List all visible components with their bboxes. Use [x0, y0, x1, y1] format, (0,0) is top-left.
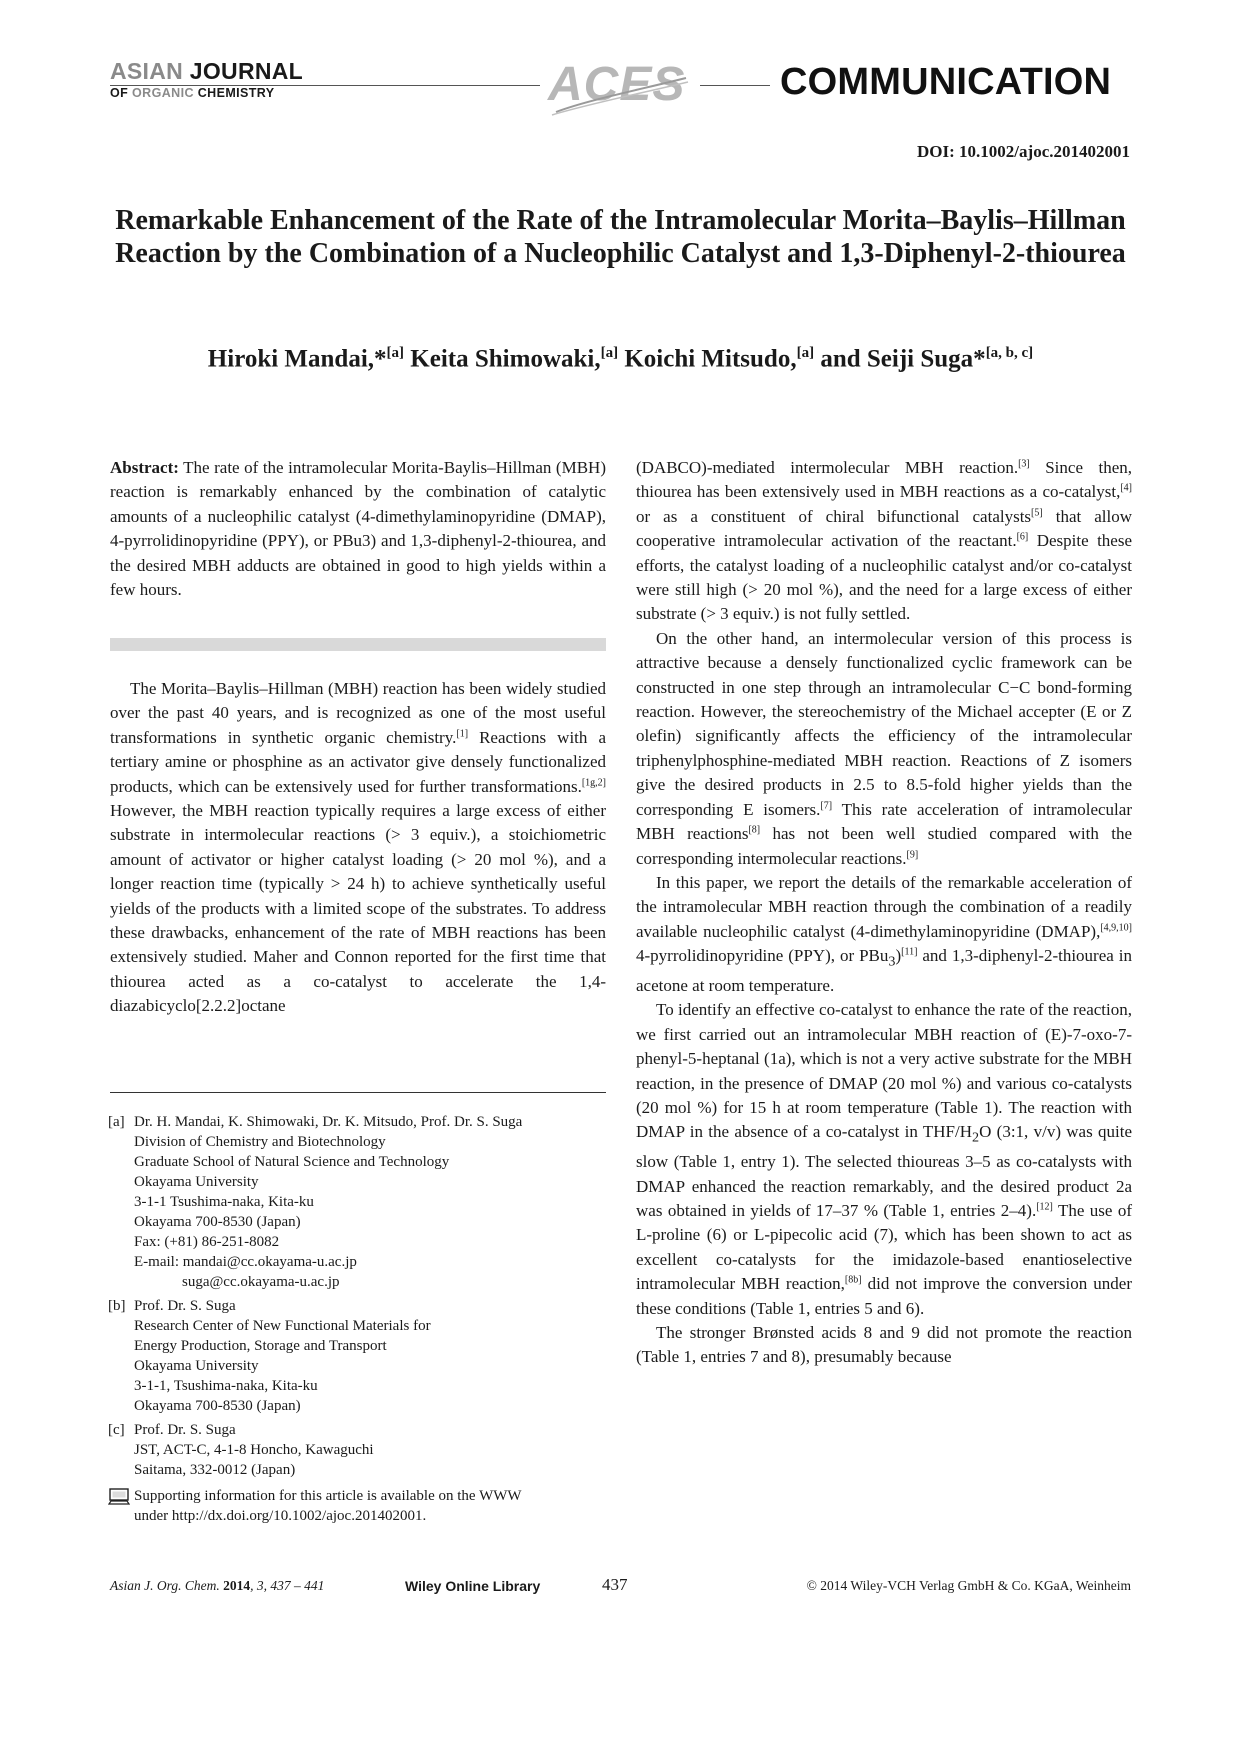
footnote-line: Okayama University — [134, 1174, 259, 1190]
paragraph: On the other hand, an intermolecular version of this process is attractive because a densely functionalized cyclic framework can be constructed in one step through an intramolecular C−C bond-forming reaction. However, the stereochemistry of the Michael accepter (E or Z olefin) significantly affects the efficiency of the intramolecular triphenylphosphine-mediated MBH reaction. Reactions of Z isomers give the desired products in 2.5 to 8.5-fold higher yields than the corresponding E isomers.[7] This rate acceleration of intramolecular MBH reactions[8] has not been well studied compared with the corresponding intermolecular reactions.[9] — [636, 628, 1132, 868]
footnote-c: [c] Prof. Dr. S. Suga JST, ACT-C, 4-1-8 Honcho, Kawaguchi Saitama, 332-0012 (Japan) — [108, 1422, 374, 1478]
citation[interactable]: [1g,2] — [581, 776, 606, 788]
abstract — [110, 456, 606, 602]
citation[interactable]: [5] — [1031, 507, 1043, 519]
footnote-b: [b] Prof. Dr. S. Suga Research Center of New Functional Materials for Energy Production, Storage and Transport Okayama University 3-1-1, Tsushima-naka, Kita-ku Okayama 700-8530 (Japan) — [108, 1298, 431, 1414]
footnote-line: Fax: (+81) 86-251-8082 — [134, 1234, 280, 1250]
footnote-line: 3-1-1, Tsushima-naka, Kita-ku — [134, 1378, 318, 1394]
header-rule — [110, 85, 540, 86]
wiley-online-library[interactable]: Wiley Online Library — [405, 1578, 541, 1594]
footnote-line: Okayama 700-8530 (Japan) — [134, 1398, 301, 1414]
footnote-line: Research Center of New Functional Materials for — [134, 1318, 431, 1334]
abstract-label: Abstract: — [110, 458, 179, 477]
author-list: Hiroki Mandai,*[a] Keita Shimowaki,[a] Koichi Mitsudo,[a] and Seiji Suga*[a, b, c] — [207, 345, 1034, 373]
article-title: Remarkable Enhancement of the Rate of the Intramolecular Morita–Baylis–Hillman Reaction by the Combination of a Nucleophilic Catalyst and 1,3-Diphenyl-2-thiourea — [115, 205, 1126, 269]
author-name: Koichi Mitsudo, — [624, 345, 797, 373]
citation[interactable]: [4] — [1120, 482, 1132, 494]
aces-swoosh-icon — [548, 60, 698, 120]
footnote-line: Prof. Dr. S. Suga — [134, 1422, 236, 1438]
paragraph: The Morita–Baylis–Hillman (MBH) reaction has been widely studied over the past 40 years, and is recognized as one of the most useful transformations in synthetic organic chemistry.[1] Reactions with a tertiary amine or phosphine as an activator give densely functionalized products, which can be extensively used for further transformations.[1g,2] However, the MBH reaction typically requires a large excess of either substrate in intermolecular reactions (> 3 equiv.), a stoichiometric amount of activator or higher catalyst loading (> 20 mol %), and a longer reaction time (typically > 24 h) to achieve synthetically useful yields of the products with a limited scope of the substrates. To address these drawbacks, enhancement of the rate of MBH reactions has been extensively studied. Maher and Connon reported for the first time that thiourea acted as a co-catalyst to accelerate the 1,4-diazabicyclo[2.2.2]octane — [110, 679, 606, 1016]
footnote-line[interactable]: E-mail: mandai@cc.okayama-u.ac.jp — [134, 1254, 357, 1270]
citation[interactable]: [11] — [901, 946, 918, 958]
doi[interactable]: DOI: 10.1002/ajoc.201402001 — [917, 142, 1130, 161]
paragraph: To identify an effective co-catalyst to enhance the rate of the reaction, we first carried out an intramolecular MBH reaction of (E)-7-oxo-7-phenyl-5-heptanal (1a), which is not a very active substrate for the MBH reaction, in the presence of DMAP (20 mol %) and various co-catalysts (20 mol %) for 15 h at room temperature (Table 1). The reaction with DMAP in the absence of a co-catalyst in THF/$H_2O$ (3:1, v/v) was quite slow (Table 1, entry 1). The selected thioureas 3–5 as co-catalysts with DMAP enhanced the reaction remarkably, and the desired product 2a was obtained in yields of 17–37 % (Table 1, entries 2–4).[12] The use of L-proline (6) or L-pipecolic acid (7), which has been shown to act as excellent co-catalysts for the imidazole-based enantioselective intramolecular MBH reaction,[8b] did not improve the conversion under these conditions (Table 1, entries 5 and 6). — [636, 1000, 1132, 1318]
author-name: Seiji Suga* — [866, 345, 986, 373]
citation[interactable]: [8] — [748, 824, 761, 836]
author-affiliation: [a] — [386, 345, 405, 361]
footnote-a: [a] Dr. H. Mandai, K. Shimowaki, Dr. K. Mitsudo, Prof. Dr. S. Suga Division of Chemistry and Biotechnology Graduate School of Natural Science and Technology Okayama University 3-1-1 Tsushima-naka, Kita-ku Okayama 700-8530 (Japan) Fax: (+81) 86-251-8082 E-mail: mandai@cc.okayama-u.ac.jp suga@cc.okayama-u.ac.jp — [108, 1114, 523, 1290]
journal-subtitle: OF ORGANIC CHEMISTRY — [110, 86, 275, 100]
footnote-line: Graduate School of Natural Science and Technology — [134, 1154, 450, 1170]
section-label: COMMUNICATION — [780, 61, 1112, 103]
supporting-info-text: Supporting information for this article is available on the WWW — [134, 1488, 522, 1504]
paragraph: The stronger Brønsted acids 8 and 9 did not promote the reaction (Table 1, entries 7 and 8), presumably because — [636, 1323, 1132, 1367]
journal-logo — [110, 58, 303, 100]
header-rule — [700, 85, 770, 86]
citation[interactable]: [7] — [820, 800, 833, 812]
author-name: Keita Shimowaki, — [410, 345, 601, 373]
footnote-line: Saitama, 332-0012 (Japan) — [134, 1462, 296, 1478]
abstract-text: The rate of the intramolecular Morita-Baylis–Hillman (MBH) reaction is remarkably enhanced by the combination of catalytic amounts of a nucleophilic catalyst (4-dimethylaminopyridine (DMAP), 4-pyrrolidinopyridine (PPY), or PBu3) and 1,3-diphenyl-2-thiourea, and the desired MBH adducts are obtained in good to high yields within a few hours. — [110, 458, 606, 600]
abstract-divider — [110, 638, 606, 651]
author-name: Hiroki Mandai,* — [207, 345, 387, 373]
body-right-column — [636, 456, 1132, 1370]
author-affiliation: [a] — [600, 345, 619, 361]
footnote-line: 3-1-1 Tsushima-naka, Kita-ku — [134, 1194, 314, 1210]
footnote-line: Prof. Dr. S. Suga — [134, 1298, 236, 1314]
paragraph: (DABCO)-mediated intermolecular MBH reaction.[3] Since then, thiourea has been extensively used in MBH reactions as a co-catalyst,[4] or as a constituent of chiral bifunctional catalysts[5] that allow cooperative intramolecular activation of the reactant.[6] Despite these efforts, the catalyst loading of a nucleophilic catalyst and/or co-catalyst were still high (> 20 mol %), and the need for a large excess of either substrate (> 3 equiv.) is not fully settled. — [636, 458, 1132, 624]
citation[interactable]: [8b] — [844, 1274, 862, 1286]
footnote-lines — [134, 1112, 522, 1292]
journal-name: ASIAN JOURNAL — [110, 58, 304, 84]
citation[interactable]: [3] — [1018, 458, 1030, 470]
footnotes — [108, 1112, 608, 1526]
body-left-column — [110, 677, 606, 1019]
footnote-lines — [134, 1420, 374, 1480]
computer-icon — [108, 1486, 134, 1526]
footnote-line: Energy Production, Storage and Transport — [134, 1338, 387, 1354]
citation[interactable]: [1] — [456, 728, 469, 740]
citation[interactable]: [9] — [906, 848, 919, 860]
copyright: © 2014 Wiley-VCH Verlag GmbH & Co. KGaA, Weinheim — [806, 1578, 1131, 1593]
aces-logo-text: ACES — [548, 58, 686, 111]
footer-citation: Asian J. Org. Chem. 2014, 3, 437 – 441 — [110, 1578, 325, 1593]
page-number: 437 — [602, 1575, 628, 1594]
author-affiliation: [a, b, c] — [985, 345, 1034, 361]
footnote-line: Division of Chemistry and Biotechnology — [134, 1134, 386, 1150]
author-affiliation: [a] — [796, 345, 815, 361]
citation[interactable]: [6] — [1016, 531, 1029, 543]
citation[interactable]: [4,9,10] — [1100, 922, 1132, 934]
supporting-info — [108, 1486, 608, 1526]
citation[interactable]: [12] — [1036, 1201, 1053, 1213]
footnote-line: Okayama University — [134, 1358, 259, 1374]
footnote-lines — [134, 1296, 431, 1416]
paragraph: In this paper, we report the details of the remarkable acceleration of the intramolecular MBH reaction through the combination of a readily available nucleophilic catalyst (4-dimethylaminopyridine (DMAP),[4,9,10] 4-pyrrolidinopyridine (PPY), or PBu$_3$)[11] and 1,3-diphenyl-2-thiourea in acetone at room temperature. — [636, 872, 1132, 995]
footnote-line[interactable]: suga@cc.okayama-u.ac.jp — [182, 1274, 340, 1290]
supporting-info-link[interactable]: under http://dx.doi.org/10.1002/ajoc.201402001. — [134, 1508, 427, 1524]
footnote-line: JST, ACT-C, 4-1-8 Honcho, Kawaguchi — [134, 1442, 374, 1458]
footnote-rule — [110, 1092, 606, 1093]
aces-logo — [548, 60, 698, 120]
footnote-line: Dr. H. Mandai, K. Shimowaki, Dr. K. Mitsudo, Prof. Dr. S. Suga — [134, 1114, 523, 1130]
footnote-line: Okayama 700-8530 (Japan) — [134, 1214, 301, 1230]
